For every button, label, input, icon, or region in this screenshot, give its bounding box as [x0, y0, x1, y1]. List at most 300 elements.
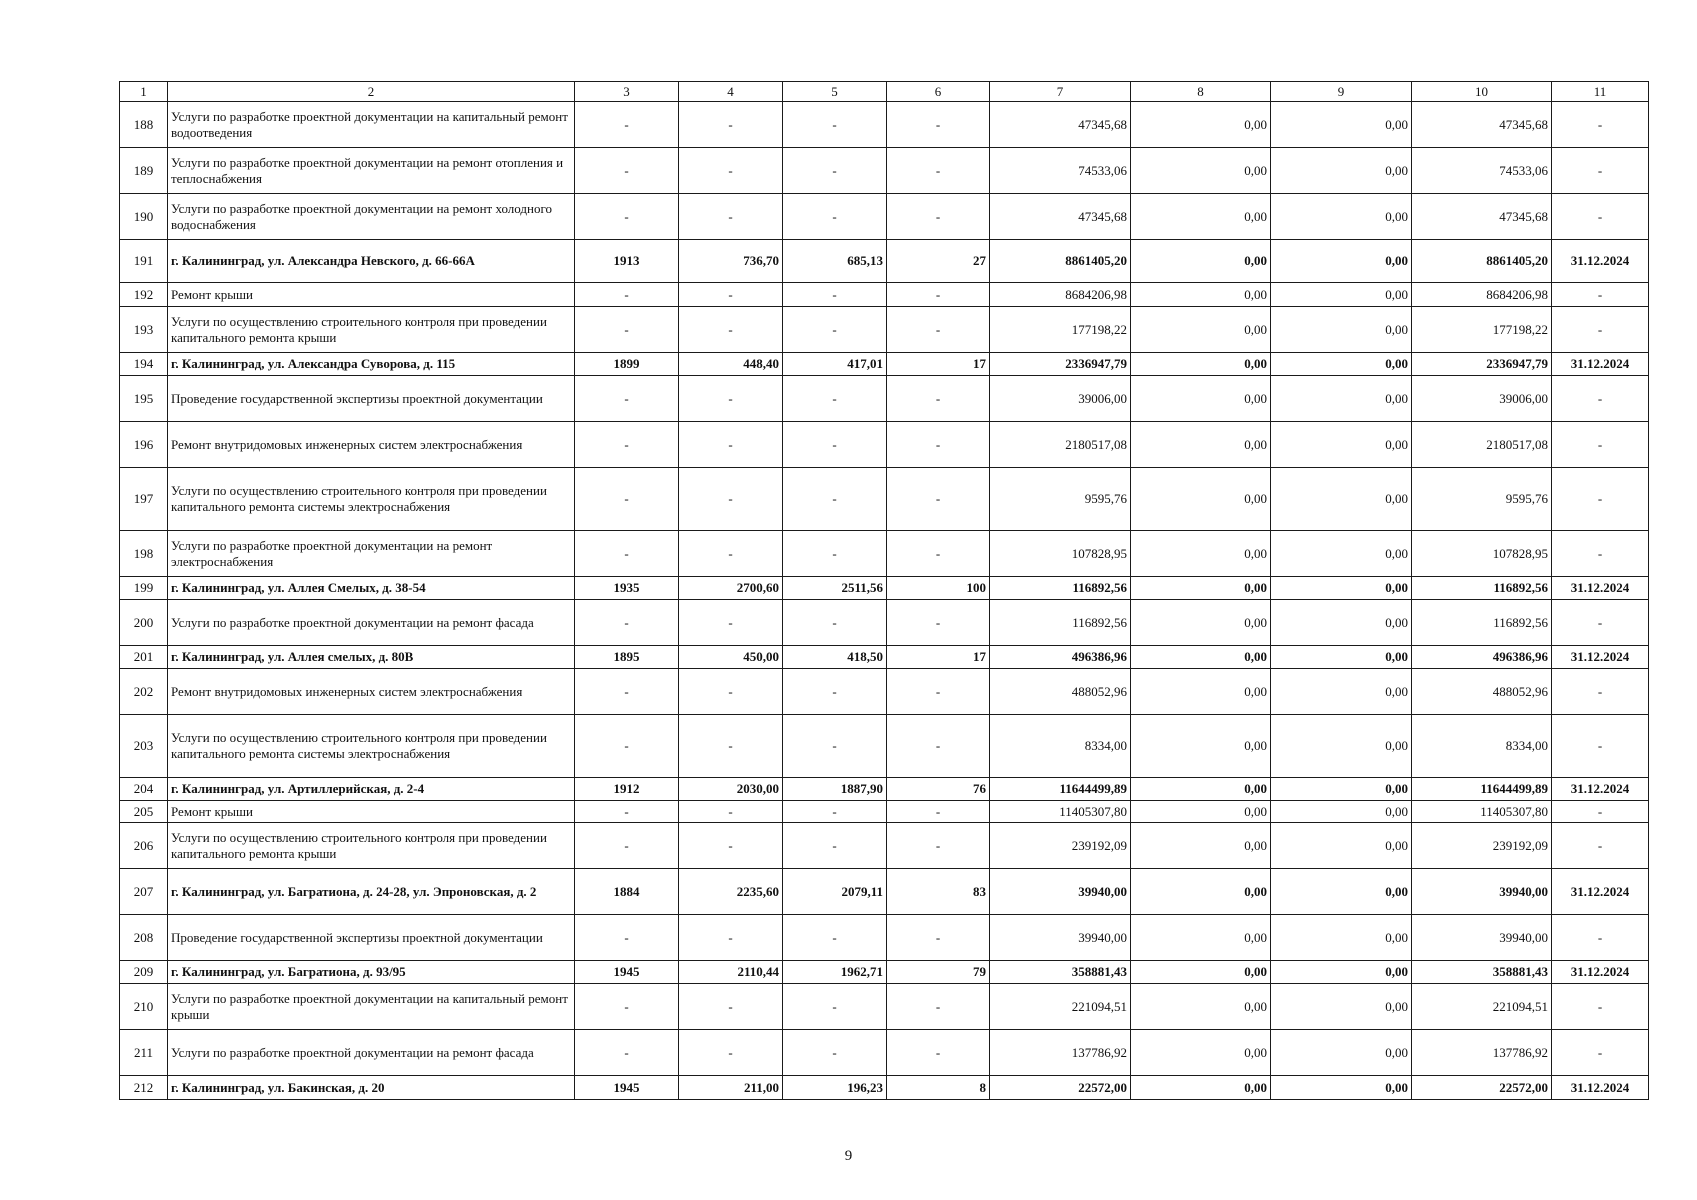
- description-cell: Услуги по осуществлению строительного контроля при проведении капитального ремонта крыши: [168, 823, 575, 869]
- deadline-cell: 31.12.2024: [1552, 240, 1649, 283]
- area-cell: -: [679, 376, 783, 422]
- description-cell: г. Калининград, ул. Артиллерийская, д. 2-4: [168, 778, 575, 801]
- area-cell: -: [679, 600, 783, 646]
- total-cost-cell: 137786,92: [990, 1030, 1131, 1076]
- row-number-cell: 195: [120, 376, 168, 422]
- work-item-row: [120, 102, 1649, 148]
- page-number: 9: [844, 1148, 853, 1164]
- living-area-cell: -: [783, 307, 887, 353]
- fund-cell: 0,00: [1131, 823, 1271, 869]
- living-area-cell: -: [783, 531, 887, 577]
- work-item-row: [120, 915, 1649, 961]
- living-area-cell: 685,13: [783, 240, 887, 283]
- deadline-cell: -: [1552, 600, 1649, 646]
- area-cell: -: [679, 1030, 783, 1076]
- row-number-cell: 212: [120, 1076, 168, 1100]
- fund-cell: 0,00: [1131, 148, 1271, 194]
- residents-cell: -: [887, 801, 990, 823]
- budget-cell: 0,00: [1271, 422, 1412, 468]
- deadline-cell: -: [1552, 531, 1649, 577]
- row-number-cell: 197: [120, 468, 168, 531]
- row-number-cell: 209: [120, 961, 168, 984]
- owners-funds-cell: 221094,51: [1412, 984, 1552, 1030]
- total-cost-cell: 47345,68: [990, 194, 1131, 240]
- residents-cell: -: [887, 715, 990, 778]
- year-cell: -: [575, 283, 679, 307]
- description-cell: г. Калининград, ул. Аллея смелых, д. 80В: [168, 646, 575, 669]
- residents-cell: 17: [887, 646, 990, 669]
- deadline-cell: 31.12.2024: [1552, 646, 1649, 669]
- budget-cell: 0,00: [1271, 823, 1412, 869]
- budget-cell: 0,00: [1271, 715, 1412, 778]
- column-header: 10: [1412, 82, 1552, 102]
- fund-cell: 0,00: [1131, 984, 1271, 1030]
- deadline-cell: -: [1552, 307, 1649, 353]
- column-header: 3: [575, 82, 679, 102]
- year-cell: 1895: [575, 646, 679, 669]
- work-item-row: [120, 531, 1649, 577]
- residents-cell: 76: [887, 778, 990, 801]
- residents-cell: 100: [887, 577, 990, 600]
- description-cell: г. Калининград, ул. Багратиона, д. 24-28, ул. Эпроновская, д. 2: [168, 869, 575, 915]
- budget-cell: 0,00: [1271, 869, 1412, 915]
- owners-funds-cell: 358881,43: [1412, 961, 1552, 984]
- year-cell: -: [575, 148, 679, 194]
- living-area-cell: 1887,90: [783, 778, 887, 801]
- year-cell: -: [575, 422, 679, 468]
- residents-cell: 17: [887, 353, 990, 376]
- total-cost-cell: 11405307,80: [990, 801, 1131, 823]
- row-number-cell: 207: [120, 869, 168, 915]
- fund-cell: 0,00: [1131, 240, 1271, 283]
- row-number-cell: 201: [120, 646, 168, 669]
- area-cell: -: [679, 715, 783, 778]
- residents-cell: -: [887, 422, 990, 468]
- column-header: 11: [1552, 82, 1649, 102]
- fund-cell: 0,00: [1131, 869, 1271, 915]
- budget-cell: 0,00: [1271, 961, 1412, 984]
- work-item-row: [120, 376, 1649, 422]
- total-cost-cell: 9595,76: [990, 468, 1131, 531]
- row-number-cell: 193: [120, 307, 168, 353]
- total-cost-cell: 39940,00: [990, 869, 1131, 915]
- residents-cell: 8: [887, 1076, 990, 1100]
- fund-cell: 0,00: [1131, 801, 1271, 823]
- year-cell: -: [575, 1030, 679, 1076]
- living-area-cell: -: [783, 669, 887, 715]
- deadline-cell: -: [1552, 148, 1649, 194]
- fund-cell: 0,00: [1131, 102, 1271, 148]
- address-row: [120, 353, 1649, 376]
- row-number-cell: 206: [120, 823, 168, 869]
- description-cell: Ремонт крыши: [168, 283, 575, 307]
- owners-funds-cell: 116892,56: [1412, 577, 1552, 600]
- deadline-cell: -: [1552, 1030, 1649, 1076]
- residents-cell: -: [887, 531, 990, 577]
- budget-cell: 0,00: [1271, 531, 1412, 577]
- residents-cell: -: [887, 102, 990, 148]
- owners-funds-cell: 8334,00: [1412, 715, 1552, 778]
- total-cost-cell: 11644499,89: [990, 778, 1131, 801]
- owners-funds-cell: 9595,76: [1412, 468, 1552, 531]
- description-cell: г. Калининград, ул. Аллея Смелых, д. 38-54: [168, 577, 575, 600]
- total-cost-cell: 22572,00: [990, 1076, 1131, 1100]
- fund-cell: 0,00: [1131, 283, 1271, 307]
- address-row: [120, 646, 1649, 669]
- total-cost-cell: 47345,68: [990, 102, 1131, 148]
- residents-cell: -: [887, 984, 990, 1030]
- fund-cell: 0,00: [1131, 961, 1271, 984]
- owners-funds-cell: 177198,22: [1412, 307, 1552, 353]
- row-number-cell: 203: [120, 715, 168, 778]
- budget-cell: 0,00: [1271, 283, 1412, 307]
- area-cell: 2235,60: [679, 869, 783, 915]
- deadline-cell: -: [1552, 376, 1649, 422]
- row-number-cell: 211: [120, 1030, 168, 1076]
- fund-cell: 0,00: [1131, 194, 1271, 240]
- year-cell: -: [575, 531, 679, 577]
- budget-cell: 0,00: [1271, 1030, 1412, 1076]
- owners-funds-cell: 496386,96: [1412, 646, 1552, 669]
- area-cell: -: [679, 531, 783, 577]
- living-area-cell: -: [783, 823, 887, 869]
- owners-funds-cell: 74533,06: [1412, 148, 1552, 194]
- total-cost-cell: 177198,22: [990, 307, 1131, 353]
- row-number-cell: 198: [120, 531, 168, 577]
- row-number-cell: 188: [120, 102, 168, 148]
- area-cell: -: [679, 422, 783, 468]
- residents-cell: -: [887, 283, 990, 307]
- year-cell: -: [575, 823, 679, 869]
- fund-cell: 0,00: [1131, 577, 1271, 600]
- owners-funds-cell: 11405307,80: [1412, 801, 1552, 823]
- address-row: [120, 961, 1649, 984]
- year-cell: 1945: [575, 961, 679, 984]
- year-cell: 1912: [575, 778, 679, 801]
- living-area-cell: -: [783, 915, 887, 961]
- residents-cell: -: [887, 468, 990, 531]
- work-item-row: [120, 422, 1649, 468]
- description-cell: Ремонт внутридомовых инженерных систем электроснабжения: [168, 669, 575, 715]
- residents-cell: -: [887, 915, 990, 961]
- work-item-row: [120, 823, 1649, 869]
- fund-cell: 0,00: [1131, 1030, 1271, 1076]
- deadline-cell: 31.12.2024: [1552, 961, 1649, 984]
- budget-cell: 0,00: [1271, 353, 1412, 376]
- address-row: [120, 1076, 1649, 1100]
- living-area-cell: -: [783, 194, 887, 240]
- description-cell: г. Калининград, ул. Александра Суворова, д. 115: [168, 353, 575, 376]
- deadline-cell: -: [1552, 468, 1649, 531]
- area-cell: -: [679, 823, 783, 869]
- column-header: 5: [783, 82, 887, 102]
- year-cell: -: [575, 984, 679, 1030]
- row-number-cell: 200: [120, 600, 168, 646]
- column-number-header-row: [120, 82, 1649, 102]
- total-cost-cell: 8334,00: [990, 715, 1131, 778]
- living-area-cell: -: [783, 984, 887, 1030]
- residents-cell: -: [887, 823, 990, 869]
- column-header: 2: [168, 82, 575, 102]
- living-area-cell: 2511,56: [783, 577, 887, 600]
- deadline-cell: 31.12.2024: [1552, 869, 1649, 915]
- deadline-cell: -: [1552, 102, 1649, 148]
- budget-cell: 0,00: [1271, 307, 1412, 353]
- row-number-cell: 199: [120, 577, 168, 600]
- column-header: 8: [1131, 82, 1271, 102]
- deadline-cell: -: [1552, 984, 1649, 1030]
- column-header: 1: [120, 82, 168, 102]
- fund-cell: 0,00: [1131, 646, 1271, 669]
- work-item-row: [120, 148, 1649, 194]
- area-cell: 736,70: [679, 240, 783, 283]
- description-cell: г. Калининград, ул. Багратиона, д. 93/95: [168, 961, 575, 984]
- year-cell: -: [575, 801, 679, 823]
- residents-cell: -: [887, 1030, 990, 1076]
- owners-funds-cell: 239192,09: [1412, 823, 1552, 869]
- owners-funds-cell: 2180517,08: [1412, 422, 1552, 468]
- living-area-cell: -: [783, 1030, 887, 1076]
- area-cell: -: [679, 801, 783, 823]
- description-cell: Услуги по разработке проектной документации на ремонт электроснабжения: [168, 531, 575, 577]
- work-item-row: [120, 801, 1649, 823]
- budget-cell: 0,00: [1271, 194, 1412, 240]
- fund-cell: 0,00: [1131, 307, 1271, 353]
- budget-cell: 0,00: [1271, 669, 1412, 715]
- year-cell: 1884: [575, 869, 679, 915]
- owners-funds-cell: 2336947,79: [1412, 353, 1552, 376]
- row-number-cell: 210: [120, 984, 168, 1030]
- area-cell: 450,00: [679, 646, 783, 669]
- description-cell: Услуги по разработке проектной документации на ремонт фасада: [168, 600, 575, 646]
- year-cell: -: [575, 715, 679, 778]
- fund-cell: 0,00: [1131, 1076, 1271, 1100]
- area-cell: -: [679, 148, 783, 194]
- budget-cell: 0,00: [1271, 468, 1412, 531]
- area-cell: -: [679, 194, 783, 240]
- table-body: [120, 82, 1649, 1100]
- owners-funds-cell: 137786,92: [1412, 1030, 1552, 1076]
- owners-funds-cell: 47345,68: [1412, 102, 1552, 148]
- row-number-cell: 196: [120, 422, 168, 468]
- deadline-cell: 31.12.2024: [1552, 778, 1649, 801]
- description-cell: г. Калининград, ул. Бакинская, д. 20: [168, 1076, 575, 1100]
- total-cost-cell: 496386,96: [990, 646, 1131, 669]
- column-header: 7: [990, 82, 1131, 102]
- description-cell: Услуги по осуществлению строительного контроля при проведении капитального ремонта системы электроснабжения: [168, 468, 575, 531]
- deadline-cell: -: [1552, 823, 1649, 869]
- residents-cell: -: [887, 376, 990, 422]
- deadline-cell: 31.12.2024: [1552, 353, 1649, 376]
- owners-funds-cell: 488052,96: [1412, 669, 1552, 715]
- description-cell: Услуги по разработке проектной документации на ремонт отопления и теплоснабжения: [168, 148, 575, 194]
- area-cell: 448,40: [679, 353, 783, 376]
- residents-cell: -: [887, 669, 990, 715]
- total-cost-cell: 239192,09: [990, 823, 1131, 869]
- owners-funds-cell: 39940,00: [1412, 915, 1552, 961]
- address-row: [120, 869, 1649, 915]
- area-cell: 2030,00: [679, 778, 783, 801]
- year-cell: -: [575, 102, 679, 148]
- total-cost-cell: 358881,43: [990, 961, 1131, 984]
- residents-cell: -: [887, 307, 990, 353]
- budget-cell: 0,00: [1271, 1076, 1412, 1100]
- fund-cell: 0,00: [1131, 468, 1271, 531]
- total-cost-cell: 2180517,08: [990, 422, 1131, 468]
- total-cost-cell: 39006,00: [990, 376, 1131, 422]
- residents-cell: 27: [887, 240, 990, 283]
- description-cell: Услуги по разработке проектной документации на ремонт фасада: [168, 1030, 575, 1076]
- living-area-cell: -: [783, 376, 887, 422]
- document-sheet: [119, 81, 1648, 1100]
- deadline-cell: -: [1552, 422, 1649, 468]
- owners-funds-cell: 39006,00: [1412, 376, 1552, 422]
- area-cell: -: [679, 283, 783, 307]
- work-item-row: [120, 984, 1649, 1030]
- owners-funds-cell: 116892,56: [1412, 600, 1552, 646]
- budget-cell: 0,00: [1271, 646, 1412, 669]
- work-item-row: [120, 600, 1649, 646]
- owners-funds-cell: 22572,00: [1412, 1076, 1552, 1100]
- fund-cell: 0,00: [1131, 376, 1271, 422]
- fund-cell: 0,00: [1131, 778, 1271, 801]
- total-cost-cell: 116892,56: [990, 577, 1131, 600]
- total-cost-cell: 39940,00: [990, 915, 1131, 961]
- address-row: [120, 577, 1649, 600]
- fund-cell: 0,00: [1131, 600, 1271, 646]
- year-cell: -: [575, 468, 679, 531]
- work-item-row: [120, 669, 1649, 715]
- residents-cell: 79: [887, 961, 990, 984]
- total-cost-cell: 74533,06: [990, 148, 1131, 194]
- fund-cell: 0,00: [1131, 353, 1271, 376]
- living-area-cell: -: [783, 422, 887, 468]
- owners-funds-cell: 47345,68: [1412, 194, 1552, 240]
- year-cell: -: [575, 600, 679, 646]
- residents-cell: -: [887, 600, 990, 646]
- living-area-cell: -: [783, 102, 887, 148]
- year-cell: -: [575, 669, 679, 715]
- residents-cell: 83: [887, 869, 990, 915]
- column-header: 4: [679, 82, 783, 102]
- description-cell: Проведение государственной экспертизы проектной документации: [168, 376, 575, 422]
- budget-cell: 0,00: [1271, 801, 1412, 823]
- owners-funds-cell: 107828,95: [1412, 531, 1552, 577]
- year-cell: -: [575, 307, 679, 353]
- total-cost-cell: 221094,51: [990, 984, 1131, 1030]
- fund-cell: 0,00: [1131, 669, 1271, 715]
- living-area-cell: 417,01: [783, 353, 887, 376]
- budget-cell: 0,00: [1271, 376, 1412, 422]
- total-cost-cell: 488052,96: [990, 669, 1131, 715]
- residents-cell: -: [887, 194, 990, 240]
- deadline-cell: -: [1552, 801, 1649, 823]
- deadline-cell: -: [1552, 715, 1649, 778]
- year-cell: 1945: [575, 1076, 679, 1100]
- row-number-cell: 192: [120, 283, 168, 307]
- year-cell: 1935: [575, 577, 679, 600]
- budget-cell: 0,00: [1271, 148, 1412, 194]
- owners-funds-cell: 8861405,20: [1412, 240, 1552, 283]
- row-number-cell: 208: [120, 915, 168, 961]
- description-cell: Услуги по разработке проектной документации на капитальный ремонт крыши: [168, 984, 575, 1030]
- area-cell: 211,00: [679, 1076, 783, 1100]
- living-area-cell: -: [783, 283, 887, 307]
- area-cell: 2110,44: [679, 961, 783, 984]
- total-cost-cell: 2336947,79: [990, 353, 1131, 376]
- budget-cell: 0,00: [1271, 984, 1412, 1030]
- living-area-cell: -: [783, 600, 887, 646]
- work-item-row: [120, 194, 1649, 240]
- row-number-cell: 191: [120, 240, 168, 283]
- deadline-cell: -: [1552, 194, 1649, 240]
- row-number-cell: 205: [120, 801, 168, 823]
- description-cell: Ремонт внутридомовых инженерных систем электроснабжения: [168, 422, 575, 468]
- column-header: 6: [887, 82, 990, 102]
- total-cost-cell: 8684206,98: [990, 283, 1131, 307]
- year-cell: 1899: [575, 353, 679, 376]
- area-cell: -: [679, 669, 783, 715]
- owners-funds-cell: 11644499,89: [1412, 778, 1552, 801]
- year-cell: -: [575, 194, 679, 240]
- address-row: [120, 778, 1649, 801]
- deadline-cell: 31.12.2024: [1552, 1076, 1649, 1100]
- living-area-cell: 2079,11: [783, 869, 887, 915]
- description-cell: Проведение государственной экспертизы проектной документации: [168, 915, 575, 961]
- description-cell: Услуги по осуществлению строительного контроля при проведении капитального ремонта системы электроснабжения: [168, 715, 575, 778]
- fund-cell: 0,00: [1131, 422, 1271, 468]
- budget-cell: 0,00: [1271, 600, 1412, 646]
- area-cell: 2700,60: [679, 577, 783, 600]
- owners-funds-cell: 8684206,98: [1412, 283, 1552, 307]
- fund-cell: 0,00: [1131, 915, 1271, 961]
- area-cell: -: [679, 468, 783, 531]
- living-area-cell: -: [783, 715, 887, 778]
- living-area-cell: 196,23: [783, 1076, 887, 1100]
- row-number-cell: 204: [120, 778, 168, 801]
- budget-cell: 0,00: [1271, 102, 1412, 148]
- year-cell: -: [575, 376, 679, 422]
- living-area-cell: 1962,71: [783, 961, 887, 984]
- area-cell: -: [679, 915, 783, 961]
- work-item-row: [120, 307, 1649, 353]
- address-row: [120, 240, 1649, 283]
- residents-cell: -: [887, 148, 990, 194]
- description-cell: г. Калининград, ул. Александра Невского, д. 66-66А: [168, 240, 575, 283]
- row-number-cell: 202: [120, 669, 168, 715]
- living-area-cell: -: [783, 148, 887, 194]
- area-cell: -: [679, 307, 783, 353]
- living-area-cell: -: [783, 468, 887, 531]
- description-cell: Услуги по разработке проектной документации на капитальный ремонт водоотведения: [168, 102, 575, 148]
- deadline-cell: 31.12.2024: [1552, 577, 1649, 600]
- budget-cell: 0,00: [1271, 240, 1412, 283]
- total-cost-cell: 107828,95: [990, 531, 1131, 577]
- description-cell: Услуги по осуществлению строительного контроля при проведении капитального ремонта крыши: [168, 307, 575, 353]
- living-area-cell: 418,50: [783, 646, 887, 669]
- description-cell: Ремонт крыши: [168, 801, 575, 823]
- budget-cell: 0,00: [1271, 577, 1412, 600]
- deadline-cell: -: [1552, 283, 1649, 307]
- total-cost-cell: 116892,56: [990, 600, 1131, 646]
- year-cell: 1913: [575, 240, 679, 283]
- row-number-cell: 190: [120, 194, 168, 240]
- column-header: 9: [1271, 82, 1412, 102]
- area-cell: -: [679, 984, 783, 1030]
- row-number-cell: 194: [120, 353, 168, 376]
- owners-funds-cell: 39940,00: [1412, 869, 1552, 915]
- description-cell: Услуги по разработке проектной документации на ремонт холодного водоснабжения: [168, 194, 575, 240]
